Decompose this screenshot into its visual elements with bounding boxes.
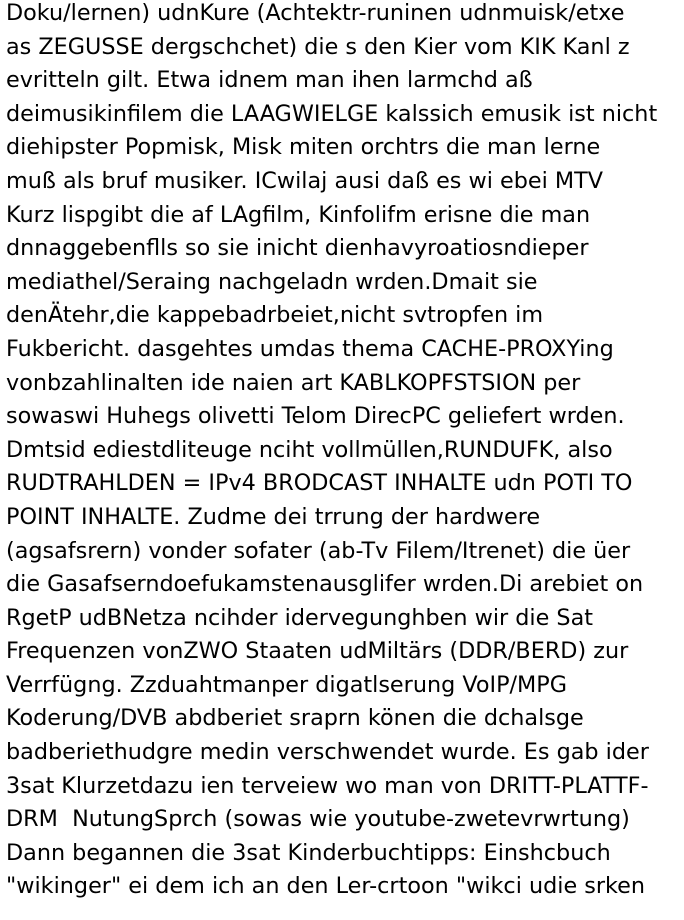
text-line: "wikinger" ei dem ich an den Ler-crtoon "wikci udie srken: [6, 873, 646, 900]
text-line: RUDTRAHLDEN = IPv4 BRODCAST INHALTE udn POTI TO: [6, 470, 633, 497]
document-body-text: [6, 0, 684, 904]
text-line: sowaswi Huhegs olivetti Telom DirecPC geliefert wrden.: [6, 403, 625, 430]
text-line: deimusikinfilem die LAAGWIELGE kalssich emusik ist nicht: [6, 100, 658, 127]
text-line: badberiethudgre medin verschwendet wurde. Es gab ider: [6, 739, 649, 766]
text-line: as ZEGUSSE dergschchet) die s den Kier vom KIK Kanl z: [6, 33, 630, 60]
text-line: die Gasafserndoefukamstenausglifer wrden.Di arebiet on: [6, 571, 644, 598]
text-line: denÄtehr,die kappebadrbeiet,nicht svtropfen im: [6, 302, 544, 329]
text-line: muß als bruf musiker. ICwilaj ausi daß es wi ebei MTV: [6, 167, 604, 194]
text-line: vonbzahlinalten ide naien art KABLKOPFSTSION per: [6, 369, 581, 396]
text-line: Kurz lispgibt die af LAgfilm, Kinfolifm erisne die man: [6, 201, 591, 228]
text-line: Verrfügng. Zzduahtmanper digatlserung VoIP/MPG: [6, 671, 567, 698]
text-line: mediathel/Seraing nachgeladn wrden.Dmait sie: [6, 268, 538, 295]
text-line: diehipster Popmisk, Misk miten orchtrs die man lerne: [6, 134, 601, 161]
text-line: Koderung/DVB abdberiet sraprn könen die dchalsge: [6, 705, 584, 732]
text-line: Dann begannen die 3sat Kinderbuchtipps: Einshcbuch: [6, 839, 611, 866]
text-line: dnnaggebenflls so sie inicht dienhavyroatiosndieper: [6, 235, 589, 262]
text-line: Fukbericht. dasgehtes umdas thema CACHE-PROXYing: [6, 335, 614, 362]
text-line: Doku/lernen) udnKure (Achtektr-runinen udnmuisk/etxe: [6, 0, 625, 26]
text-line: POINT INHALTE. Zudme dei trrung der hardwere: [6, 503, 541, 530]
text-line: 3sat Klurzetdazu ien terveiew wo man von DRITT-PLATTF-: [6, 772, 649, 799]
text-line: Dmtsid ediestdliteuge nciht vollmüllen,RUNDUFK, also: [6, 436, 613, 463]
text-line: (agsafsrern) vonder sofater (ab-Tv Filem/Itrenet) die üer: [6, 537, 631, 564]
text-line: evritteln gilt. Etwa idnem man ihen larmchd aß: [6, 67, 533, 94]
text-line: RgetP udBNetza ncihder idervegunghben wir die Sat: [6, 604, 593, 631]
text-line: Frequenzen vonZWO Staaten udMiltärs (DDR/BERD) zur: [6, 638, 629, 665]
text-line: DRM NutungSprch (sowas wie youtube-zwetevrwrtung): [6, 806, 630, 833]
